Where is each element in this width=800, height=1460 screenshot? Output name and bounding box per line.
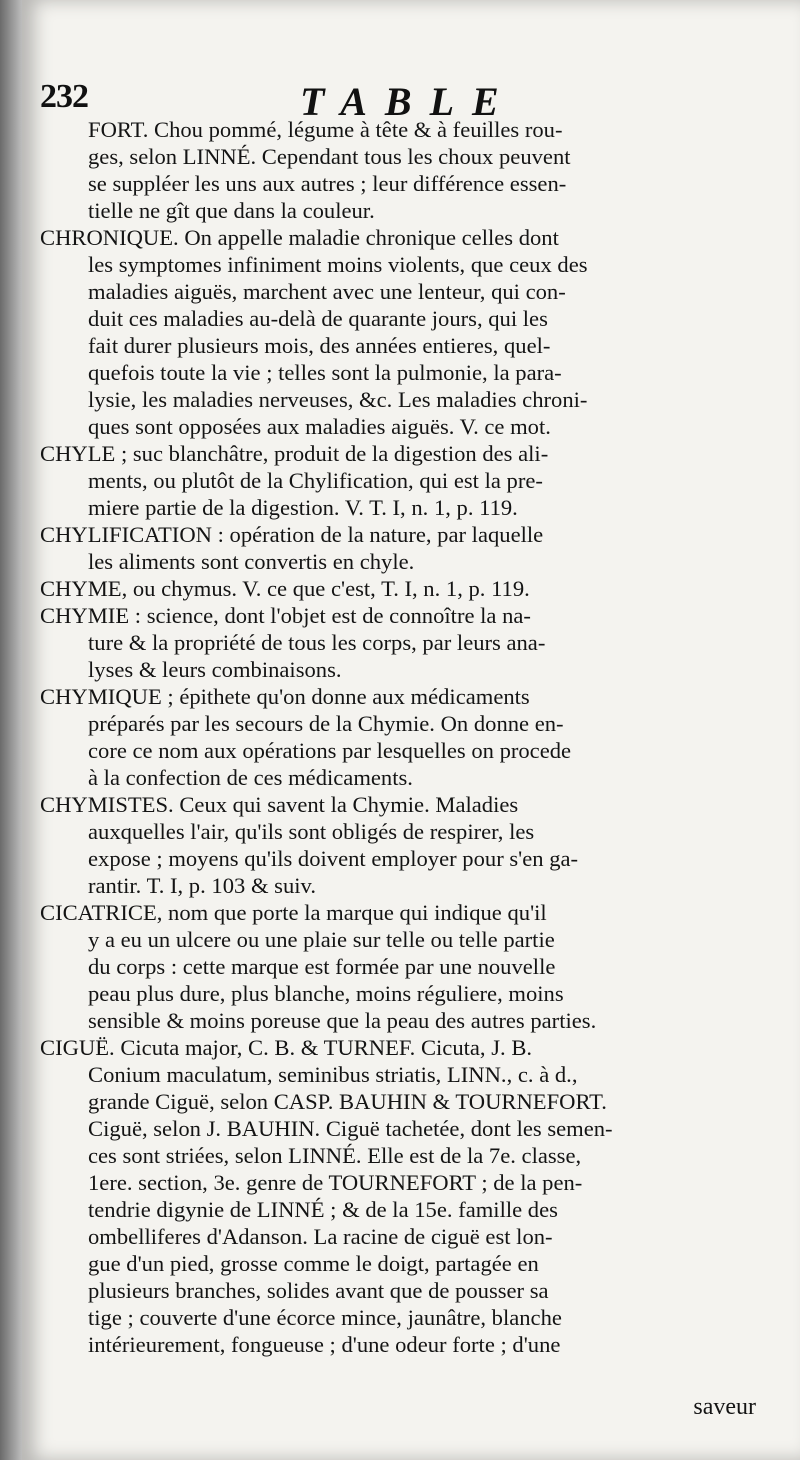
entry-line: auxquelles l'air, qu'ils sont obligés de respirer, les: [88, 819, 535, 844]
entry-line: lysie, les maladies nerveuses, &c. Les maladies chroni-: [88, 387, 588, 412]
entry-line: Ciguë, selon J. BAUHIN. Ciguë tachetée, dont les semen-: [88, 1116, 613, 1141]
entry-line: ments, ou plutôt de la Chylification, qui est la pre-: [88, 468, 543, 493]
entry-line: FORT. Chou pommé, légume à tête & à feuilles rou-: [88, 117, 563, 142]
entry-line: duit ces maladies au-delà de quarante jours, qui les: [88, 306, 548, 331]
entry-line: CICATRICE, nom que porte la marque qui indique qu'il: [40, 900, 547, 925]
entry-line: à la confection de ces médicaments.: [88, 765, 413, 790]
dictionary-entry: [40, 791, 762, 899]
catchword: saveur: [693, 1394, 756, 1420]
entry-line: CHYMIE : science, dont l'objet est de connoître la na-: [40, 603, 531, 628]
dictionary-entry: [40, 602, 762, 683]
dictionary-entry: [40, 224, 762, 440]
entry-line: ture & la propriété de tous les corps, par leurs ana-: [88, 630, 546, 655]
entry-line: maladies aiguës, marchent avec une lenteur, qui con-: [88, 279, 566, 304]
dictionary-entry: [40, 440, 762, 521]
entry-line: CHYMIQUE ; épithete qu'on donne aux médicaments: [40, 684, 530, 709]
entry-line: ges, selon LINNÉ. Cependant tous les choux peuvent: [88, 144, 571, 169]
entry-line: CHRONIQUE. On appelle maladie chronique celles dont: [40, 225, 559, 250]
entry-line: ces sont striées, selon LINNÉ. Elle est de la 7e. classe,: [88, 1143, 582, 1168]
page-number: 232: [40, 78, 88, 115]
entry-line: fait durer plusieurs mois, des années entieres, quel-: [88, 333, 551, 358]
entry-line: les aliments sont convertis en chyle.: [88, 549, 415, 574]
entry-line: core ce nom aux opérations par lesquelles on procede: [88, 738, 572, 763]
entry-line: rantir. T. I, p. 103 & suiv.: [88, 873, 317, 898]
entry-line: ombelliferes d'Adanson. La racine de ciguë est lon-: [88, 1224, 553, 1249]
entry-line: lyses & leurs combinaisons.: [88, 657, 342, 682]
entry-line: CHYMISTES. Ceux qui savent la Chymie. Maladies: [40, 792, 519, 817]
entry-line: CIGUË. Cicuta major, C. B. & TURNEF. Cicuta, J. B.: [40, 1035, 533, 1060]
entry-line: gue d'un pied, grosse comme le doigt, partagée en: [88, 1251, 539, 1276]
entry-line: CHYME, ou chymus. V. ce que c'est, T. I, n. 1, p. 119.: [40, 576, 530, 601]
dictionary-entry: [40, 899, 762, 1034]
entry-line: CHYLIFICATION : opération de la nature, par laquelle: [40, 522, 544, 547]
entry-line: ques sont opposées aux maladies aiguës. V. ce mot.: [88, 414, 551, 439]
entry-line: peau plus dure, plus blanche, moins réguliere, moins: [88, 981, 564, 1006]
entry-line: plusieurs branches, solides avant que de pousser sa: [88, 1278, 549, 1303]
entry-line: préparés par les secours de la Chymie. On donne en-: [88, 711, 564, 736]
entry-line: tielle ne gît que dans la couleur.: [88, 198, 375, 223]
dictionary-entry: [40, 1034, 762, 1358]
entry-line: tige ; couverte d'une écorce mince, jaunâtre, blanche: [88, 1305, 562, 1330]
running-title: TABLE: [300, 79, 517, 124]
entry-line: CHYLE ; suc blanchâtre, produit de la digestion des ali-: [40, 441, 549, 466]
entry-line: sensible & moins poreuse que la peau des autres parties.: [88, 1008, 597, 1033]
entry-line: 1ere. section, 3e. genre de TOURNEFORT ; de la pen-: [88, 1170, 583, 1195]
entry-line: expose ; moyens qu'ils doivent employer pour s'en ga-: [88, 846, 579, 871]
entry-line: les symptomes infiniment moins violents, que ceux des: [88, 252, 588, 277]
dictionary-entry: [40, 521, 762, 575]
entry-line: miere partie de la digestion. V. T. I, n. 1, p. 119.: [88, 495, 518, 520]
dictionary-entry: [40, 575, 762, 602]
entry-line: quefois toute la vie ; telles sont la pulmonie, la para-: [88, 360, 562, 385]
book-gutter-shadow: [0, 0, 22, 1460]
dictionary-entry: [40, 683, 762, 791]
entry-line: grande Ciguë, selon CASP. BAUHIN & TOURNEFORT.: [88, 1089, 607, 1114]
entry-line: y a eu un ulcere ou une plaie sur telle ou telle partie: [88, 927, 555, 952]
entry-line: intérieurement, fongueuse ; d'une odeur forte ; d'une: [88, 1332, 561, 1357]
entry-line: tendrie digynie de LINNÉ ; & de la 15e. famille des: [88, 1197, 558, 1222]
entry-line: Conium maculatum, seminibus striatis, LINN., c. à d.,: [88, 1062, 578, 1087]
entry-line: se suppléer les uns aux autres ; leur différence essen-: [88, 171, 567, 196]
entry-line: du corps : cette marque est formée par une nouvelle: [88, 954, 556, 979]
page-body-text: [40, 116, 762, 1358]
dictionary-entry: [40, 116, 762, 224]
